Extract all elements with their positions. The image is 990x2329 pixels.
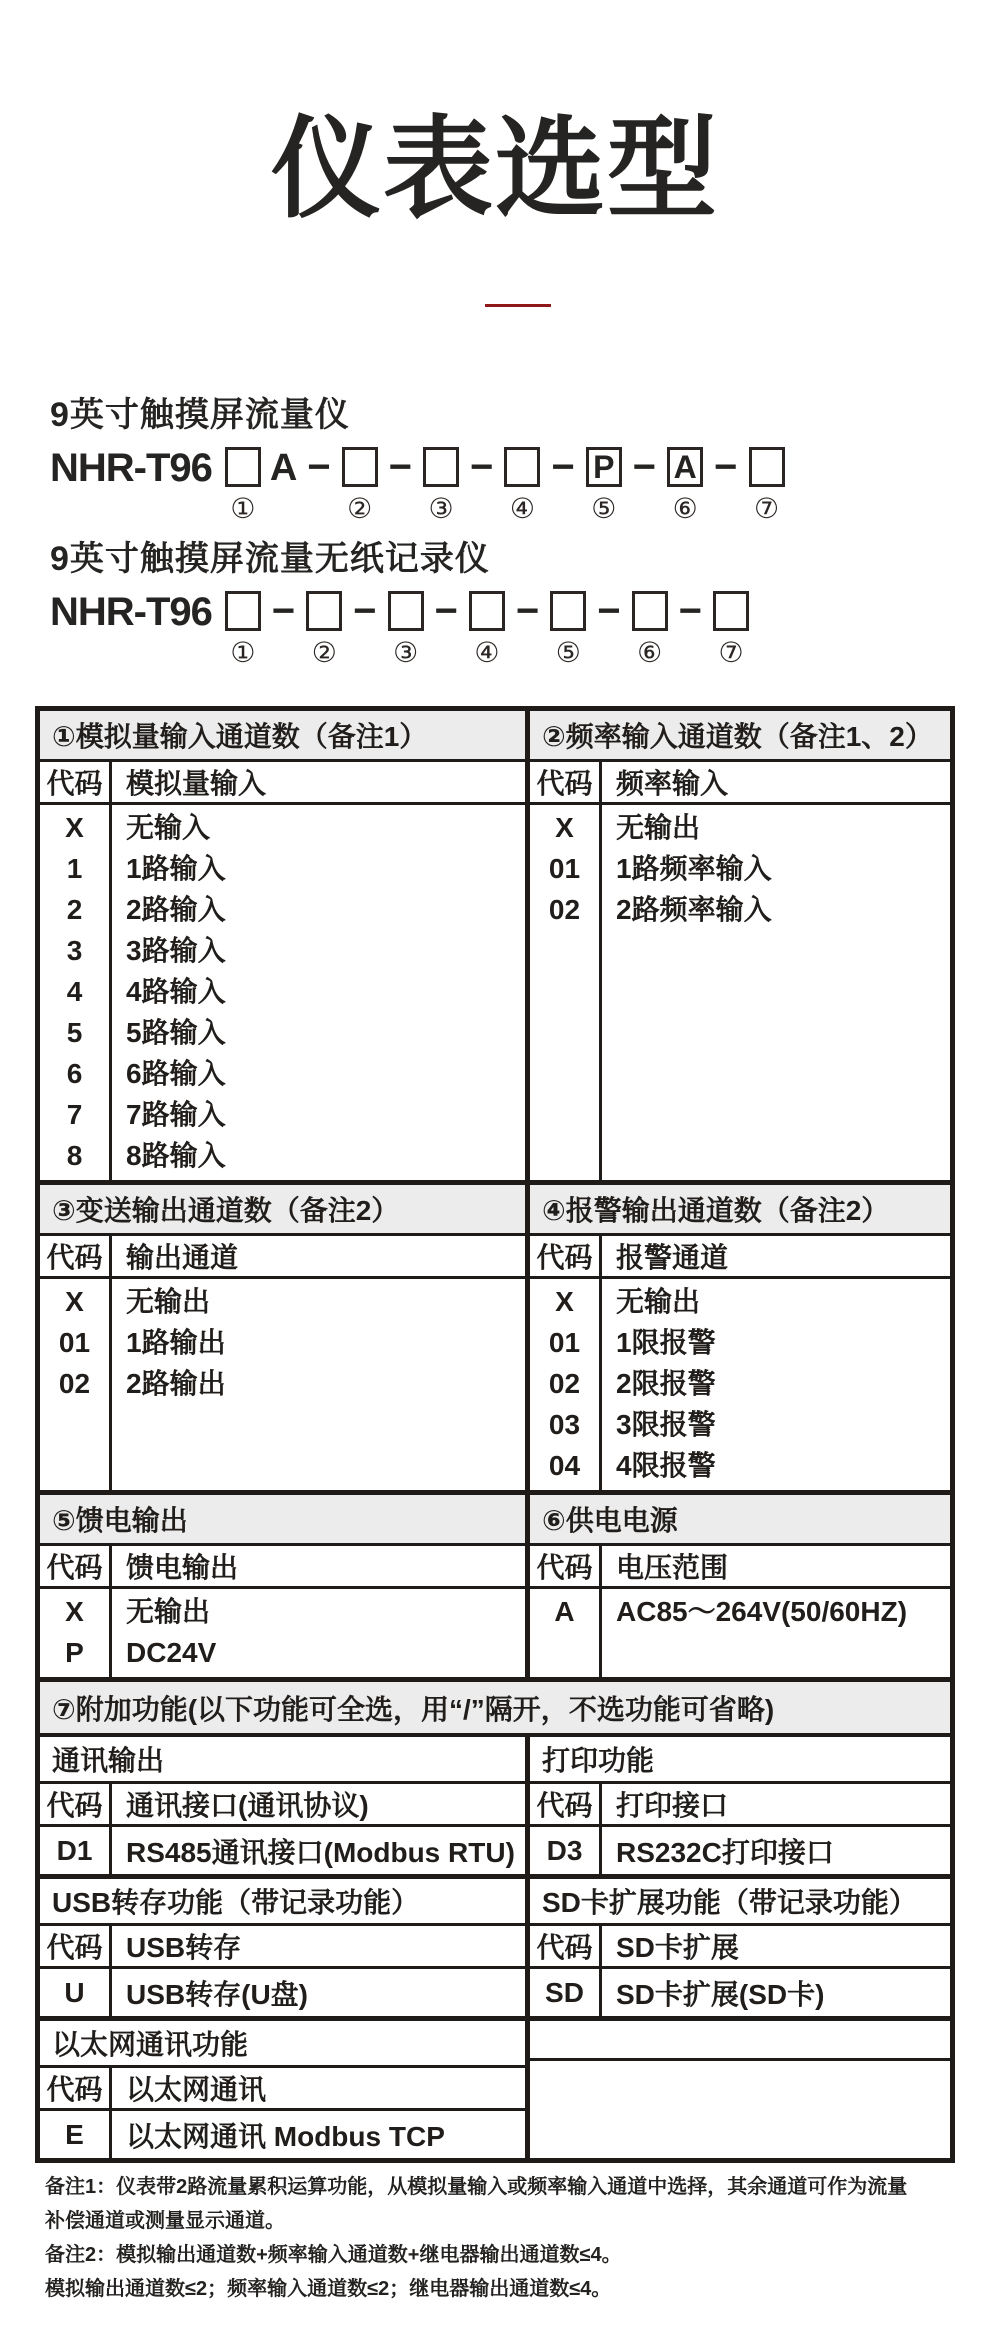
- model-code-box: [749, 447, 785, 487]
- model-prefix: NHR-T96: [50, 446, 212, 491]
- table-subsection: [40, 2021, 950, 2158]
- desc-column-header: 馈电输出: [126, 1552, 239, 1583]
- code-column-header: 代码: [40, 1546, 112, 1586]
- desc-value: 6路输入: [126, 1058, 226, 1089]
- model-position: [342, 447, 378, 523]
- data-region: [530, 1279, 950, 1490]
- code-value: U: [40, 1969, 112, 2016]
- model-position: [550, 591, 586, 667]
- desc-value: RS232C打印接口: [616, 1836, 834, 1868]
- table-subsection: [40, 1737, 950, 1879]
- column-header-row: [530, 762, 950, 805]
- model-position: [225, 591, 261, 667]
- desc-column-header: SD卡扩展: [616, 1932, 739, 1963]
- circled-number-icon: ⑥: [672, 493, 698, 525]
- desc-value: DC24V: [126, 1637, 217, 1668]
- section-title: ①模拟量输入通道数（备注1）: [40, 711, 525, 762]
- code-column-header: 代码: [40, 1236, 112, 1276]
- table-half-left: [40, 1185, 525, 1490]
- column-header-row: [530, 1236, 950, 1279]
- model-code-box: [306, 591, 342, 631]
- model-code-box: [550, 591, 586, 631]
- data-region: [40, 805, 525, 1180]
- desc-value: 无输出: [616, 812, 701, 843]
- code-column-header: 代码: [40, 1784, 112, 1824]
- subsection-title: 以太网通讯功能: [40, 2021, 525, 2068]
- desc-value: AC85～264V(50/60HZ): [616, 1596, 908, 1627]
- circled-number-icon: ③: [428, 493, 454, 525]
- circled-number-icon: ②: [347, 493, 373, 525]
- code-column-header: 代码: [530, 1926, 602, 1966]
- column-header-row: [40, 1926, 525, 1969]
- model-letter: A: [269, 447, 298, 490]
- model-position: [749, 447, 785, 523]
- table-half-left: [40, 711, 525, 1180]
- selection-table: [35, 706, 955, 2163]
- code-column-header: 代码: [40, 1926, 112, 1966]
- code-value: 2: [66, 894, 83, 925]
- code-value: 02: [548, 1368, 581, 1399]
- code-value: A: [554, 1596, 575, 1627]
- code-value: X: [555, 1286, 574, 1317]
- desc-list: [602, 1279, 950, 1490]
- code-value: 7: [66, 1099, 83, 1130]
- desc-value: 2限报警: [616, 1368, 716, 1399]
- footnotes: [45, 2170, 975, 2306]
- circled-number-icon: ⑥: [637, 637, 663, 669]
- desc-column-header: 电压范围: [616, 1552, 729, 1583]
- code-list: [40, 1279, 112, 1490]
- page-title: 仪表选型: [271, 108, 719, 231]
- data-row: [40, 1969, 525, 2016]
- data-region: [530, 1589, 950, 1677]
- model-code-row: [50, 447, 790, 523]
- column-header-row: [530, 1784, 950, 1827]
- circled-number-icon: ①: [230, 637, 256, 669]
- table-section: [40, 1185, 950, 1495]
- table-half-right: [525, 1737, 950, 1874]
- model-dash: −: [388, 445, 413, 490]
- model-dash: −: [632, 445, 657, 490]
- code-value: P: [65, 1637, 84, 1668]
- desc-value: 无输出: [126, 1596, 211, 1627]
- section-title: ⑤馈电输出: [40, 1495, 525, 1546]
- desc-column-header: 报警通道: [616, 1242, 729, 1273]
- code-value: D3: [530, 1827, 602, 1874]
- model-dash: −: [307, 445, 331, 490]
- desc-column-header: 模拟量输入: [126, 768, 267, 799]
- code-value: X: [555, 812, 574, 843]
- model-position: [667, 447, 703, 523]
- model-position: [713, 591, 749, 667]
- code-value: 8: [66, 1140, 83, 1171]
- desc-value: 3路输入: [126, 935, 226, 966]
- table-section: [40, 1495, 950, 1682]
- desc-column-header: 打印接口: [616, 1790, 729, 1821]
- circled-number-icon: ①: [230, 493, 256, 525]
- desc-value: 1路输入: [126, 853, 226, 884]
- code-column-header: 代码: [530, 1236, 602, 1276]
- column-header-row: [40, 1784, 525, 1827]
- table-half-right: [525, 1495, 950, 1677]
- table-half-left: [40, 1737, 525, 1874]
- desc-value: 4路输入: [126, 976, 226, 1007]
- circled-number-icon: ⑤: [591, 493, 617, 525]
- column-header-row: [40, 2068, 525, 2111]
- desc-value: 以太网通讯 Modbus TCP: [126, 2120, 445, 2152]
- desc-value: SD卡扩展(SD卡): [616, 1978, 825, 2010]
- code-value: X: [65, 1596, 84, 1627]
- model-code-box: [388, 591, 424, 631]
- model-dash: −: [515, 589, 540, 634]
- model-code-box: A: [667, 447, 703, 487]
- desc-list: [602, 805, 950, 1180]
- desc-value: 3限报警: [616, 1409, 716, 1440]
- desc-value: 无输出: [616, 1286, 701, 1317]
- desc-list: [112, 1589, 525, 1677]
- note-line: 补偿通道或测量显示通道。: [45, 2210, 285, 2232]
- model-dash: −: [551, 445, 575, 490]
- desc-column-header: 频率输入: [616, 768, 729, 799]
- table-section: [40, 711, 950, 1185]
- note-line: 模拟输出通道数≤2；频率输入通道数≤2；继电器输出通道数≤4。: [45, 2278, 612, 2300]
- desc-value: 1限报警: [616, 1327, 716, 1358]
- code-list: [530, 1279, 602, 1490]
- code-value: 3: [66, 935, 83, 966]
- subsection-title: 通讯输出: [40, 1737, 525, 1784]
- circled-number-icon: ⑤: [555, 637, 581, 669]
- code-column-header: 代码: [40, 2068, 112, 2108]
- table-half-left: [40, 1495, 525, 1677]
- code-column-header: 代码: [530, 762, 602, 802]
- section-title: ④报警输出通道数（备注2）: [530, 1185, 950, 1236]
- desc-value: 1路频率输入: [616, 853, 772, 884]
- desc-value: 4限报警: [616, 1450, 716, 1481]
- column-header-row: [530, 1926, 950, 1969]
- desc-value: 1路输出: [126, 1327, 226, 1358]
- code-value: 5: [66, 1017, 83, 1048]
- product-block-flow-meter: [50, 396, 790, 523]
- desc-list: [112, 805, 525, 1180]
- section-title: ③变送输出通道数（备注2）: [40, 1185, 525, 1236]
- model-position: [504, 447, 540, 523]
- section-title: ⑦附加功能(以下功能可全选，用“/”隔开，不选功能可省略): [40, 1682, 950, 1733]
- code-value: 01: [548, 1327, 581, 1358]
- code-value: 01: [58, 1327, 91, 1358]
- model-dash: −: [353, 589, 377, 634]
- data-region: [40, 1279, 525, 1490]
- circled-number-icon: ④: [509, 493, 535, 525]
- model-code-box: [469, 591, 505, 631]
- section-title: ⑥供电电源: [530, 1495, 950, 1546]
- model-code-box: [342, 447, 378, 487]
- desc-column-header: 以太网通讯: [126, 2074, 267, 2105]
- subsection-title: 打印功能: [530, 1737, 950, 1784]
- code-column-header: 代码: [40, 762, 112, 802]
- code-value: 02: [58, 1368, 91, 1399]
- note-line: 备注1：仪表带2路流量累积运算功能，从模拟量输入或频率输入通道中选择，其余通道可作为流量: [45, 2176, 908, 2198]
- table-half-right: [525, 711, 950, 1180]
- title-underline-divider: [485, 304, 551, 307]
- desc-value: 7路输入: [126, 1099, 226, 1130]
- model-dash: −: [470, 445, 494, 490]
- model-prefix: NHR-T96: [50, 590, 212, 635]
- code-value: SD: [530, 1969, 602, 2016]
- model-code-row: [50, 591, 754, 667]
- model-code-box: [632, 591, 668, 631]
- data-row: [530, 1827, 950, 1874]
- desc-column-header: 通讯接口(通讯协议): [126, 1790, 369, 1821]
- model-code-box: [423, 447, 459, 487]
- table-half-right: [525, 1185, 950, 1490]
- model-position: [306, 591, 342, 667]
- column-header-row: [40, 762, 525, 805]
- model-dash: −: [597, 589, 621, 634]
- code-list: [40, 1589, 112, 1677]
- model-position: [632, 591, 668, 667]
- subsection-title: USB转存功能（带记录功能）: [40, 1879, 525, 1926]
- circled-number-icon: ②: [311, 637, 337, 669]
- model-dash: −: [434, 589, 458, 634]
- desc-column-header: USB转存: [126, 1932, 242, 1963]
- code-value: 6: [66, 1058, 83, 1089]
- code-value: 1: [66, 853, 83, 884]
- product-block-paperless-recorder: [50, 540, 754, 667]
- code-column-header: 代码: [530, 1546, 602, 1586]
- table-half-right: [525, 2021, 950, 2158]
- code-column-header: 代码: [530, 1784, 602, 1824]
- table-subsection: [40, 1879, 950, 2021]
- desc-value: 无输出: [126, 1286, 211, 1317]
- code-list: [40, 805, 112, 1180]
- code-list: [530, 1589, 602, 1677]
- data-region: [40, 1589, 525, 1677]
- column-header-row: [40, 1546, 525, 1589]
- code-value: 02: [548, 894, 581, 925]
- code-value: X: [65, 1286, 84, 1317]
- model-code-box: [504, 447, 540, 487]
- model-position: [469, 591, 505, 667]
- desc-value: 2路输出: [126, 1368, 226, 1399]
- circled-number-icon: ⑦: [753, 493, 780, 525]
- code-value: 04: [548, 1450, 581, 1481]
- model-tokens: [220, 447, 790, 523]
- model-code-box: [713, 591, 749, 631]
- desc-value: RS485通讯接口(Modbus RTU): [126, 1836, 515, 1868]
- data-row: [530, 1969, 950, 2016]
- code-value: D1: [40, 1827, 112, 1874]
- model-position: [388, 591, 424, 667]
- data-row: [40, 1827, 525, 1874]
- table-half-left: [40, 1879, 525, 2016]
- product-heading: 9英寸触摸屏流量无纸记录仪: [50, 540, 490, 578]
- column-header-row: [530, 1546, 950, 1589]
- code-value: 4: [66, 976, 83, 1007]
- circled-number-icon: ③: [393, 637, 419, 669]
- model-code-box: P: [586, 447, 622, 487]
- note-line: 备注2：模拟输出通道数+频率输入通道数+继电器输出通道数≤4。: [45, 2244, 622, 2266]
- circled-number-icon: ⑦: [718, 637, 744, 669]
- model-code-box: [225, 591, 261, 631]
- model-dash: −: [678, 589, 703, 634]
- desc-value: USB转存(U盘): [126, 1978, 308, 2010]
- code-list: [530, 805, 602, 1180]
- code-value: E: [40, 2111, 112, 2158]
- model-position: [586, 447, 622, 523]
- model-position: [423, 447, 459, 523]
- code-value: 01: [548, 853, 581, 884]
- code-value: X: [65, 812, 84, 843]
- model-position: [225, 447, 261, 523]
- subsection-title: SD卡扩展功能（带记录功能）: [530, 1879, 950, 1926]
- model-dash: −: [271, 589, 296, 634]
- code-value: 03: [548, 1409, 581, 1440]
- table-section-fullwidth-header: [40, 1682, 950, 1737]
- section-title: ②频率输入通道数（备注1、2）: [530, 711, 950, 762]
- desc-value: 无输入: [126, 812, 211, 843]
- model-tokens: [220, 591, 754, 667]
- data-region: [530, 805, 950, 1180]
- table-half-right: [525, 1879, 950, 2016]
- table-half-left: [40, 2021, 525, 2158]
- circled-number-icon: ④: [474, 637, 500, 669]
- desc-list: [112, 1279, 525, 1490]
- column-header-row: [40, 1236, 525, 1279]
- desc-value: 5路输入: [126, 1017, 226, 1048]
- desc-value: 2路频率输入: [616, 894, 772, 925]
- desc-column-header: 输出通道: [126, 1242, 239, 1273]
- desc-list: [602, 1589, 950, 1677]
- empty-cell: [530, 2021, 950, 2061]
- model-dash: −: [714, 445, 738, 490]
- product-heading: 9英寸触摸屏流量仪: [50, 396, 350, 434]
- desc-value: 2路输入: [126, 894, 226, 925]
- model-code-box: [225, 447, 261, 487]
- empty-cell: [530, 2061, 950, 2158]
- data-row: [40, 2111, 525, 2158]
- desc-value: 8路输入: [126, 1140, 226, 1171]
